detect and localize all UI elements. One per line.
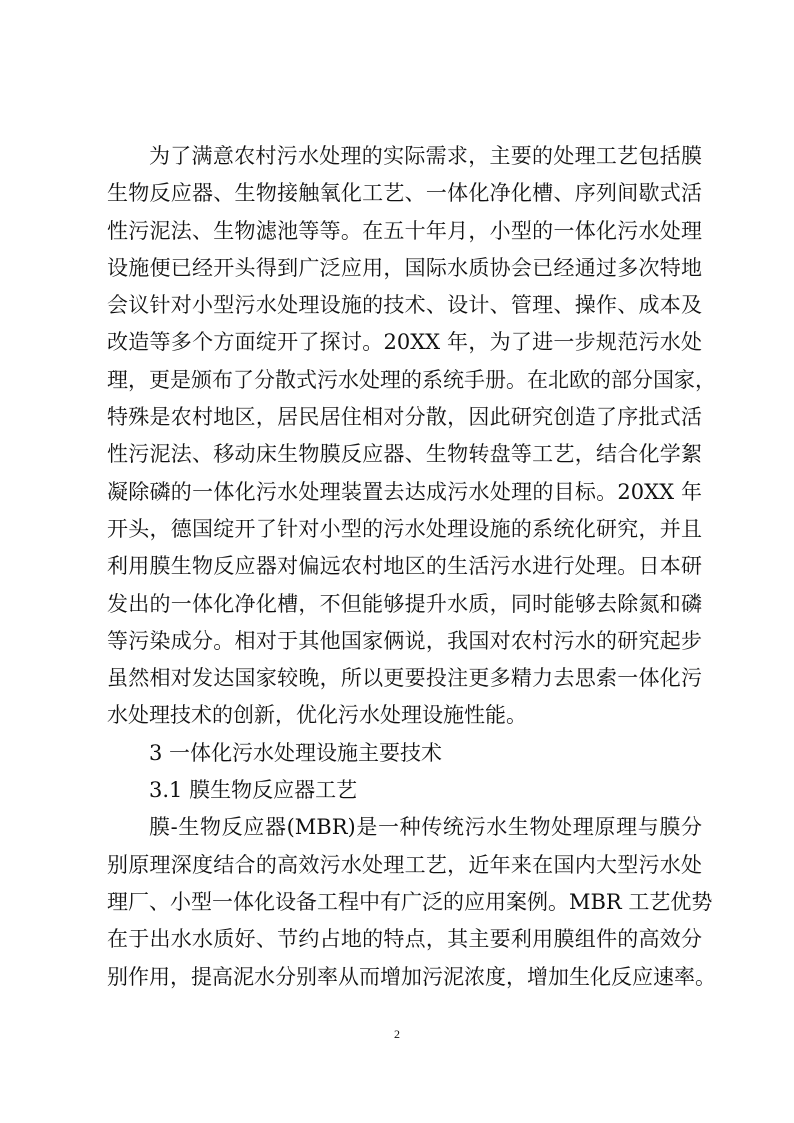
paragraph-line: 特殊是农村地区，居民居住相对分散，因此研究创造了序批式活: [107, 405, 702, 430]
paragraph-line: 生物反应器、生物接触氧化工艺、一体化净化槽、序列间歇式活: [107, 181, 702, 206]
subsection-heading: 3.1 膜生物反应器工艺: [149, 778, 358, 803]
page-number: 2: [394, 1027, 400, 1041]
paragraph-line: 会议针对小型污水处理设施的技术、设计、管理、操作、成本及: [107, 293, 702, 318]
paragraph-line: 别原理深度结合的高效污水处理工艺，近年来在国内大型污水处: [107, 852, 702, 877]
paragraph-line: 设施便已经开头得到广泛应用，国际水质协会已经通过多次特地: [107, 255, 702, 280]
paragraph-line: 改造等多个方面绽开了探讨。20XX 年，为了进一步规范污水处: [107, 330, 702, 355]
paragraph-line: 性污泥法、生物滤池等等。在五十年月，小型的一体化污水处理: [107, 218, 702, 243]
paragraph-line: 虽然相对发达国家较晚，所以更要投注更多精力去思索一体化污: [107, 666, 702, 691]
paragraph-line: 膜-生物反应器(MBR)是一种传统污水生物处理原理与膜分: [149, 815, 702, 840]
document-body: [107, 138, 716, 996]
paragraph-line: 性污泥法、移动床生物膜反应器、生物转盘等工艺，结合化学絮: [107, 442, 702, 467]
paragraph-line: 利用膜生物反应器对偏远农村地区的生活污水进行处理。日本研: [107, 554, 702, 579]
section-heading: 3 一体化污水处理设施主要技术: [149, 740, 443, 765]
paragraph-line: 理，更是颁布了分散式污水处理的系统手册。在北欧的部分国家，: [107, 367, 716, 392]
paragraph-line: 凝除磷的一体化污水处理装置去达成污水处理的目标。20XX 年: [107, 479, 702, 504]
paragraph-line: 开头，德国绽开了针对小型的污水处理设施的系统化研究，并且: [107, 516, 702, 541]
paragraph-line: 别作用，提高泥水分别率从而增加污泥浓度，增加生化反应速率。: [107, 964, 716, 989]
paragraph-line: 等污染成分。相对于其他国家俩说，我国对农村污水的研究起步: [107, 628, 702, 653]
paragraph-line: 在于出水水质好、节约占地的特点，其主要利用膜组件的高效分: [107, 927, 702, 952]
paragraph-line: 理厂、小型一体化设备工程中有广泛的应用案例。MBR 工艺优势: [107, 889, 713, 914]
paragraph-line: 水处理技术的创新，优化污水处理设施性能。: [107, 703, 527, 728]
paragraph-line: 发出的一体化净化槽，不但能够提升水质，同时能够去除氮和磷: [107, 591, 702, 616]
paragraph-line: 为了满意农村污水处理的实际需求，主要的处理工艺包括膜: [149, 144, 702, 168]
